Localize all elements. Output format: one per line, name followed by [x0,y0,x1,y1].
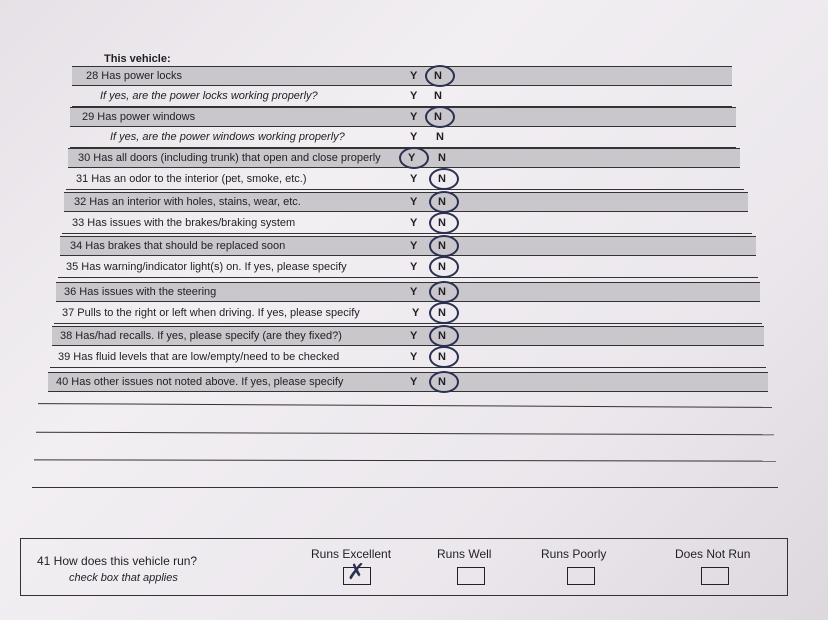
no-option[interactable]: N [434,90,442,102]
yes-option[interactable]: Y [410,286,418,298]
question-row [52,326,764,346]
yes-option[interactable]: Y [408,152,416,164]
question-text: 40 Has other issues not noted above. If yes, please specify [56,376,344,388]
question-row [58,258,758,278]
no-option[interactable]: N [438,330,446,342]
question-row [72,66,732,86]
yes-option[interactable]: Y [410,70,418,82]
question-text: 28 Has power locks [86,70,182,82]
question-text: 37 Pulls to the right or left when driving. If yes, please specify [62,307,360,319]
question-text: 32 Has an interior with holes, stains, wear, etc. [74,196,301,208]
no-option[interactable]: N [438,173,446,185]
question-row [54,304,762,324]
question-text: 29 Has power windows [82,111,196,123]
question-row [62,214,752,234]
question-row [56,282,760,302]
question-text: 30 Has all doors (including trunk) that open and close properly [78,152,381,164]
question-41-hint: check box that applies [69,572,178,584]
question-text: 33 Has issues with the brakes/braking system [72,217,296,229]
blank-line [34,459,776,461]
question-row [64,192,748,212]
yes-option[interactable]: Y [410,196,418,208]
yes-option[interactable]: Y [410,173,418,185]
no-option[interactable]: N [438,196,446,208]
answer-circle-icon [429,235,459,257]
answer-circle-icon [429,281,459,303]
answer-circle-icon [429,256,459,278]
option-runs-well-checkbox[interactable] [457,567,485,585]
answer-circle-icon [429,212,459,234]
blank-line [32,487,778,488]
answer-circle-icon [425,65,455,87]
option-runs-poorly-label: Runs Poorly [541,547,607,561]
no-option[interactable]: N [438,376,446,388]
section-title: This vehicle: [104,53,171,65]
question-text: 34 Has brakes that should be replaced soon [70,240,286,252]
question-row [70,128,736,148]
check-mark-icon: ✗ [347,559,366,584]
yes-option[interactable]: Y [412,307,420,319]
yes-option[interactable]: Y [410,90,418,102]
no-option[interactable]: N [438,152,446,164]
question-row [50,348,766,368]
blank-line [38,403,772,408]
question-row [66,170,744,190]
question-41-box [20,538,788,596]
question-text: If yes, are the power locks working properly? [100,90,318,102]
answer-circle-icon [429,191,459,213]
option-does-not-run-label: Does Not Run [675,547,751,561]
yes-option[interactable]: Y [410,376,418,388]
question-text: 31 Has an odor to the interior (pet, smoke, etc.) [76,173,307,185]
yes-option[interactable]: Y [410,261,418,273]
blank-line [36,432,774,436]
no-option[interactable]: N [436,131,444,143]
yes-option[interactable]: Y [410,330,418,342]
question-text: 39 Has fluid levels that are low/empty/need to be checked [58,351,340,363]
answer-circle-icon [425,106,455,128]
question-row [70,107,736,127]
yes-option[interactable]: Y [410,111,418,123]
question-row [60,236,756,256]
question-41-label: 41 How does this vehicle run? [37,554,198,568]
question-row [48,372,768,392]
no-option[interactable]: N [434,70,442,82]
no-option[interactable]: N [438,286,446,298]
answer-circle-icon [429,168,459,190]
yes-option[interactable]: Y [410,351,418,363]
no-option[interactable]: N [438,217,446,229]
answer-circle-icon [429,371,459,393]
answer-circle-icon [429,325,459,347]
no-option[interactable]: N [434,111,442,123]
question-row [72,87,732,107]
question-row [68,148,740,168]
no-option[interactable]: N [438,240,446,252]
option-runs-poorly-checkbox[interactable] [567,567,595,585]
yes-option[interactable]: Y [410,131,418,143]
no-option[interactable]: N [438,307,446,319]
answer-circle-icon [429,346,459,368]
question-text: 35 Has warning/indicator light(s) on. If yes, please specify [66,261,347,273]
no-option[interactable]: N [438,261,446,273]
yes-option[interactable]: Y [410,240,418,252]
answer-circle-icon [429,302,459,324]
no-option[interactable]: N [438,351,446,363]
question-text: 36 Has issues with the steering [64,286,217,298]
option-does-not-run-checkbox[interactable] [701,567,729,585]
question-text: If yes, are the power windows working properly? [110,131,345,143]
option-runs-excellent-label: Runs Excellent [311,547,392,561]
yes-option[interactable]: Y [410,217,418,229]
option-runs-well-label: Runs Well [437,547,492,561]
answer-circle-icon [399,147,429,169]
question-text: 38 Has/had recalls. If yes, please specify (are they fixed?) [60,330,342,342]
